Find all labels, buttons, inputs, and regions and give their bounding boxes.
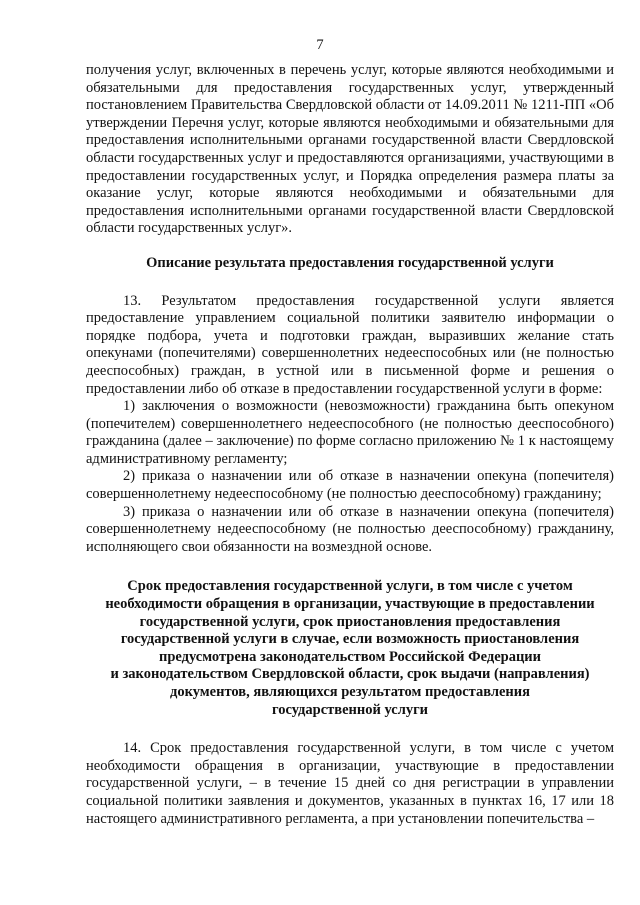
paragraph-14: 14. Срок предоставления государственной услуги, в том числе с учетом необходимости обращения в организации, участвующие в предоставлении государственной услуги, – в течение 15 дней со дня регистрации в управлении социальной политики заявления и документов, указанных в пунктах 16, 17 или 18 настоящего административного регламента, а при установлении попечительства – bbox=[86, 740, 614, 827]
heading-line: государственной услуги bbox=[271, 701, 429, 718]
heading-line: необходимости обращения в организации, участвующие в предоставлении bbox=[105, 596, 595, 613]
heading-result-description: Описание результата предоставления государственной услуги bbox=[146, 254, 554, 271]
heading-line: государственной услуги, срок приостановления предоставления bbox=[139, 613, 561, 630]
paragraph-13: 13. Результатом предоставления государственной услуги является предоставление управлением социальной политики заявителю информации о порядке подбора, учета и подготовки граждан, выразивших желание стать опекунами (попечителями) совершеннолетних недееспособных или (не полностью дееспособных) граждан, в устной или в письменной форме и решения о предоставлении либо об отказе в предоставлении государственной услуги в форме: bbox=[86, 292, 614, 397]
list-item-2: 2) приказа о назначении или об отказе в назначении опекуна (попечителя) совершеннолетнему недееспособному (не полностью дееспособному) гражданину; bbox=[86, 468, 614, 503]
list-item-3: 3) приказа о назначении или об отказе в назначении опекуна (попечителя) совершеннолетнему недееспособному (не полностью дееспособному) гражданину, исполняющего свои обязанности на возмездной основе. bbox=[86, 503, 614, 555]
heading-service-term bbox=[86, 578, 614, 719]
heading-line: предусмотрена законодательством Российской Федерации bbox=[158, 648, 542, 665]
heading-line: и законодательством Свердловской области, срок выдачи (направления) bbox=[110, 666, 590, 683]
heading-line: Срок предоставления государственной услуги, в том числе с учетом bbox=[127, 578, 573, 595]
page-number: 7 bbox=[316, 37, 324, 53]
list-item-1: 1) заключения о возможности (невозможности) гражданина быть опекуном (попечителем) совершеннолетнего недееспособного (не полностью дееспособного) гражданина (далее – заключение) по форме согласно приложению № 1 к настоящему административному регламенту; bbox=[86, 398, 614, 467]
heading-line: документов, являющихся результатом предоставления bbox=[170, 684, 530, 700]
heading-line: государственной услуги в случае, если возможность приостановления bbox=[120, 631, 580, 648]
document-body bbox=[86, 62, 614, 828]
paragraph-intro: получения услуг, включенных в перечень услуг, которые являются необходимыми и обязательными для предоставления государственных услуг, утвержденный постановлением Правительства Свердловской области от 14.09.2011 № 1211-ПП «Об утверждении Перечня услуг, которые являются необходимыми и обязательными для предоставления исполнительными органами государственной власти Свердловской области государственных услуг и предоставляются организациями, участвующими в предоставлении государственных услуг, и Порядка определения размера платы за оказание услуг, которые являются необходимыми и обязательными для предоставления исполнительными органами государственной власти Свердловской области государственных услуг». bbox=[86, 62, 614, 237]
